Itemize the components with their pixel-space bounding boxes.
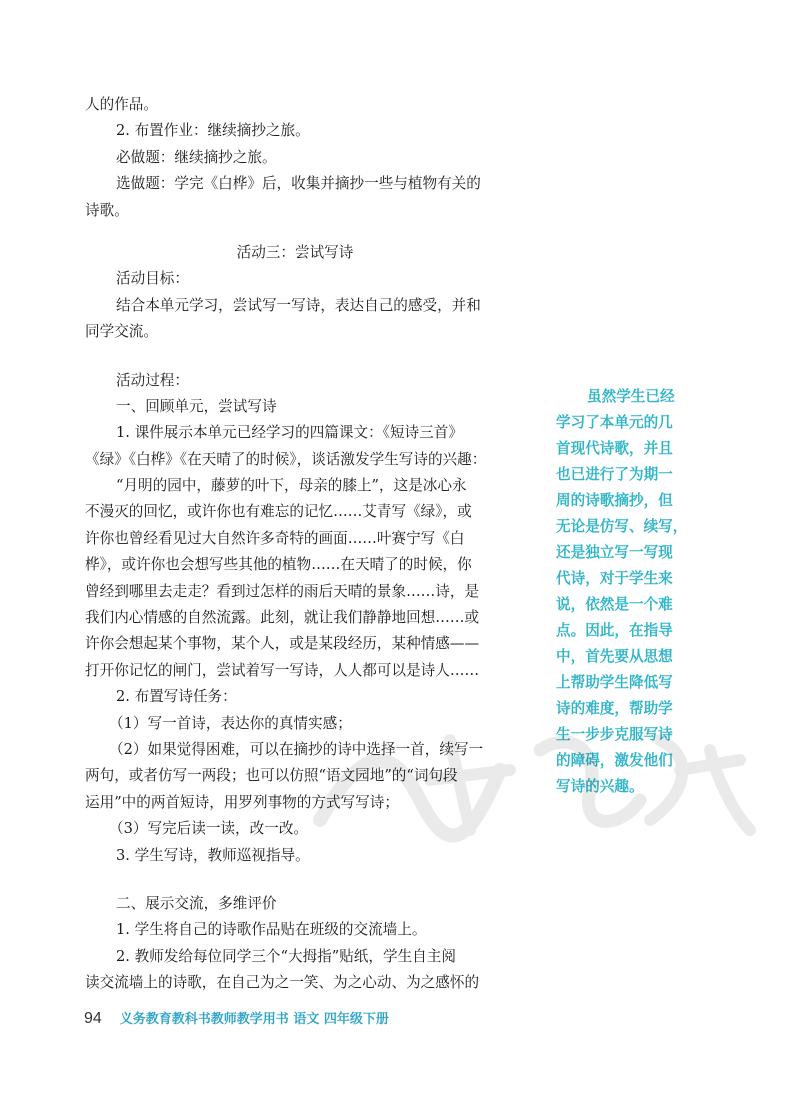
note-line: 说，依然是一个难 xyxy=(556,596,673,613)
note-line: 学习了本单元的几 xyxy=(556,414,673,431)
text-line: 结合本单元学习，尝试写一写诗，表达自己的感受，并和 xyxy=(116,296,481,314)
text-line: 人的作品。 xyxy=(85,96,158,113)
quote-line: 许你也曾经看见过大自然许多奇特的画面……叶赛宁写《白 xyxy=(85,529,465,547)
note-line: 中，首先要从思想 xyxy=(556,648,673,665)
note-line: 还是独立写一写现 xyxy=(556,544,673,561)
page-number: 94 xyxy=(84,1010,102,1027)
note-line: 诗的难度，帮助学 xyxy=(556,700,673,717)
note-line: 写诗的兴趣。 xyxy=(556,778,644,795)
watermark-image xyxy=(300,710,760,850)
text-line: 必做题：继续摘抄之旅。 xyxy=(116,148,277,166)
text-line: 活动目标： xyxy=(116,270,189,288)
note-line: 的障碍，激发他们 xyxy=(556,752,673,769)
text-line: 两句，或者仿写一两段；也可以仿照“语文园地”的“词句段 xyxy=(85,767,458,785)
text-line: 诗歌。 xyxy=(85,201,129,219)
note-line: 首现代诗歌，并且 xyxy=(556,440,673,457)
quote-line: 我们内心情感的自然流露。此刻，就让我们静静地回想……或 xyxy=(85,609,480,627)
page-footer xyxy=(84,1008,389,1032)
note-line: 也已进行了为期一 xyxy=(556,466,673,483)
quote-line: 不漫灭的回忆，或许你也有难忘的记忆……艾青写《绿》，或 xyxy=(85,503,472,521)
quote-line: 桦》，或许你也会想写些其他的植物……在天晴了的时候，你 xyxy=(85,556,472,574)
text-line: 《绿》《白桦》《在天晴了的时候》，谈话激发学生写诗的兴趣： xyxy=(85,450,487,468)
note-line: 周的诗歌摘抄，但 xyxy=(556,492,673,509)
quote-line: “月明的园中，藤萝的叶下，母亲的膝上”，这是冰心永 xyxy=(116,477,467,495)
quote-line: 曾经到哪里去走走？看到过怎样的雨后天晴的景象……诗，是 xyxy=(85,582,480,600)
note-line: 虽然学生已经 xyxy=(587,388,675,405)
main-text xyxy=(85,92,505,997)
section-heading: 活动三：尝试写诗 xyxy=(236,243,354,261)
note-line: 上帮助学生降低写 xyxy=(556,674,673,691)
quote-line: 打开你记忆的闸门，尝试着写一写诗，人人都可以是诗人…… xyxy=(85,661,480,679)
text-line: （3）写完后读一读，改一改。 xyxy=(109,820,309,838)
note-line: 代诗，对于学生来 xyxy=(556,570,673,587)
text-line: 读交流墙上的诗歌，在自己为之一笑、为之心动、为之感怀的 xyxy=(85,974,480,992)
text-line: 2. 布置作业：继续摘抄之旅。 xyxy=(116,122,310,140)
text-line: 选做题：学完《白桦》后，收集并摘抄一些与植物有关的 xyxy=(116,175,481,193)
quote-line: 许你会想起某个事物，某个人，或是某段经历，某种情感—— xyxy=(85,635,480,653)
text-line: 2. 布置写诗任务： xyxy=(116,688,237,706)
text-line: 活动过程： xyxy=(116,371,189,389)
text-line: 同学交流。 xyxy=(85,323,158,341)
text-line: （1）写一首诗，表达你的真情实感； xyxy=(109,714,352,732)
subsection-heading: 一、回顾单元，尝试写诗 xyxy=(116,397,277,415)
book-title: 义务教育教科书教师教学用书 语文 四年级下册 xyxy=(119,1012,389,1027)
note-line: 生一步步克服写诗 xyxy=(556,726,673,743)
text-line: 3. 学生写诗，教师巡视指导。 xyxy=(116,846,310,864)
text-line: 2. 教师发给每位同学三个“大拇指”贴纸，学生自主阅 xyxy=(116,947,456,965)
text-line: 1. 学生将自己的诗歌作品贴在班级的交流墙上。 xyxy=(116,921,427,939)
note-line: 无论是仿写、续写， xyxy=(556,518,688,535)
text-line: （2）如果觉得困难，可以在摘抄的诗中选择一首，续写一 xyxy=(109,740,484,758)
subsection-heading: 二、展示交流，多维评价 xyxy=(116,894,277,912)
text-line: 运用”中的两首短诗，用罗列事物的方式写写诗； xyxy=(85,793,399,811)
text-line: 1. 课件展示本单元已经学习的四篇课文：《短诗三首》 xyxy=(116,424,463,442)
note-line: 点。因此，在指导 xyxy=(556,622,673,639)
